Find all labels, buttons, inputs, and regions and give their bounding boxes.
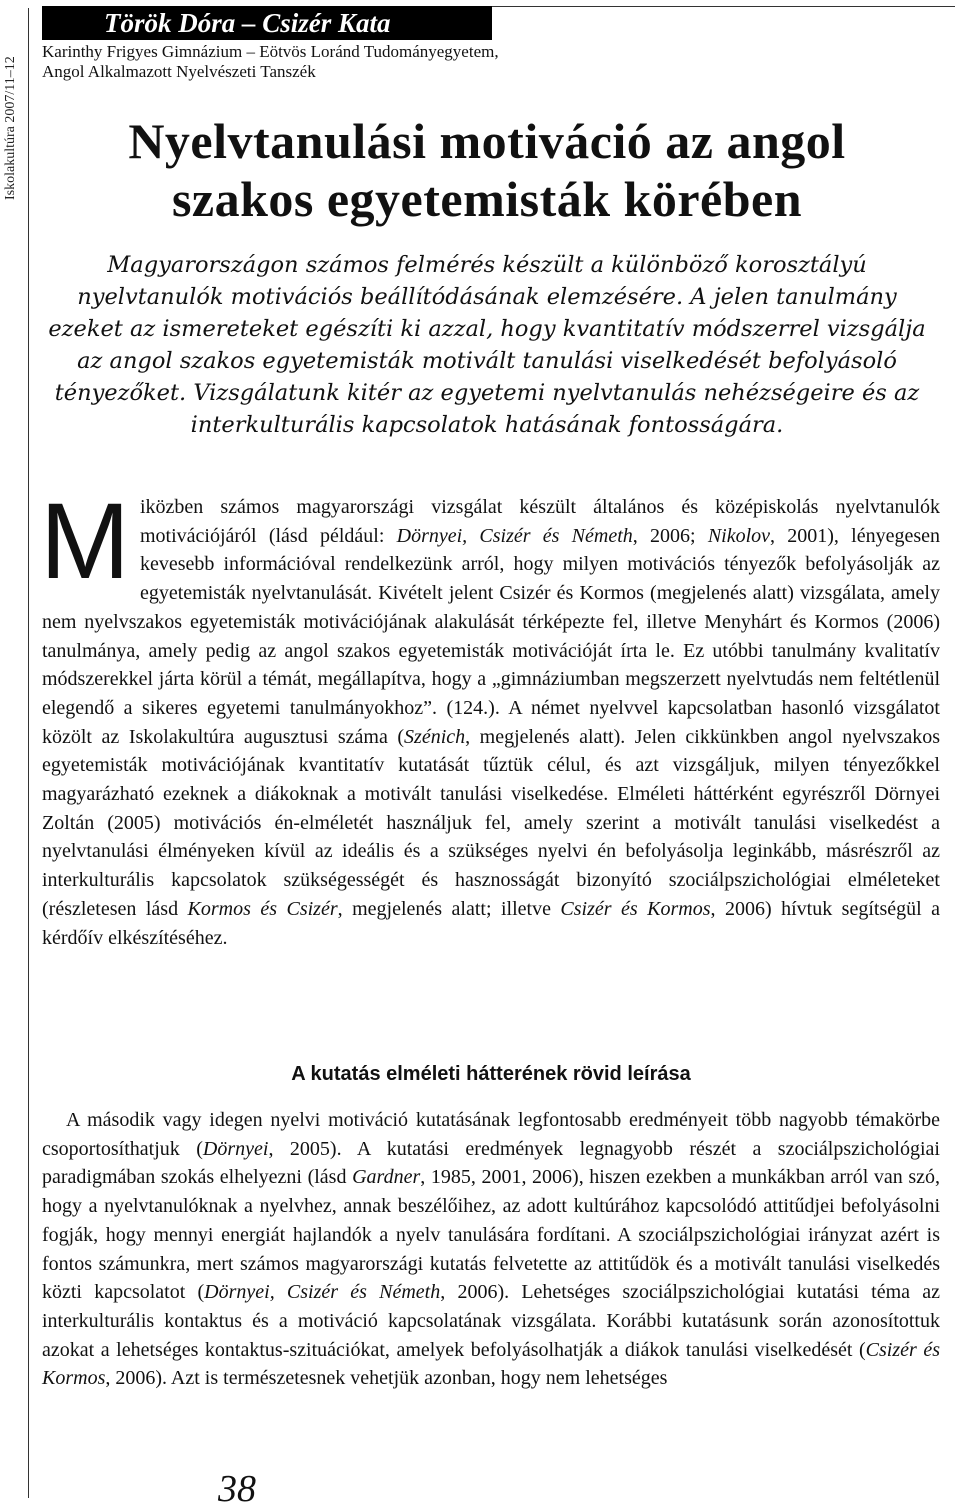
citation: Nikolov (707, 524, 771, 547)
citation: Dörnyei, Csizér és Németh (204, 1281, 441, 1304)
intro-text-2: , 2006; (632, 524, 708, 547)
body-text-5: , 2006). Azt is természetesnek vehetjük azonban, hogy nem lehetséges (105, 1367, 668, 1390)
citation: Dörnyei (202, 1137, 269, 1160)
running-head-text: Iskolakultúra 2007/11–12 (3, 56, 18, 200)
intro-text-1: iközben számos magyarországi vizsgálat készült általános és középiskolás nyelvtanulók motivációjáról (lásd például: (139, 496, 940, 547)
drop-cap: M (40, 480, 130, 601)
title-line-2: szakos egyetemisták körében (171, 171, 803, 227)
title-line-1: Nyelvtanulási motiváció az angol (128, 113, 846, 169)
body-text-4: , 2006). Lehetséges szociálpszichológiai kutatási téma az interkulturális kontaktus és a motiváció kapcsolatának vizsgálata. Korábbi kutatásunk során azonosítottuk azokat a lehetséges kontaktus-szituációkat, amelyek befolyásolhatják a diákok tanulási viselkedését ( (42, 1281, 941, 1361)
citation: Csizér és Kormos (560, 897, 711, 920)
intro-text-5: , megjelenés alatt; illetve (337, 897, 561, 920)
article-title (42, 112, 932, 228)
intro-paragraph (40, 480, 941, 952)
body-text-2: , 2005). A kutatási eredmények legnagyobb részét a szociálpszichológiai paradigmában szokás elhelyezni (lásd (42, 1137, 940, 1189)
margin-rule (28, 8, 29, 1498)
affiliation: Karinthy Frigyes Gimnázium – Eötvös Loránd Tudományegyetem, Angol Alkalmazott Nyelvészeti Tanszék (42, 42, 499, 81)
running-head (3, 10, 23, 200)
abstract: Magyarországon számos felmérés készült a különböző korosztályú nyelvtanulók motivációs beállítódásának elemzésére. A jelen tanulmány ezeket az ismereteket egészíti ki azzal, hogy kvantitatív módszerrel vizsgálja az angol szakos egyetemisták motivált tanulási viselkedését befolyásoló tényezőket. Vizsgálatunk kitér az egyetemi nyelvtanulás nehézségeire és az interkulturális kapcsolatok hatásának fontosságára. (48, 252, 926, 438)
intro-text-4: , megjelenés alatt). Jelen cikkünkben angol nyelvszakos egyetemisták motivációjának kvantitatív kutatását tűztük célul, és azt vizsgáljuk, milyen tényezőkkel magyarázható ezeknek a diákoknak a motivált tanulási viselkedése. Elméleti háttérként egyrészről Dörnyei Zoltán (2005) motivációs én-elméletét használjuk fel, amely szerint a motivált tanulási viselkedést a nyelvtanulási élményeken kívül az ideális és a szükséges nyelvi én befolyásolja leginkább, másrészről az interkulturális kapcsolatok szükségességét és hasznosságát bizonyító szociálpszichológiai elméleteket (részletesen lásd (42, 725, 940, 920)
page-number: 38 (218, 1468, 256, 1510)
citation: Dörnyei, Csizér és Németh (396, 524, 633, 547)
body-text-1: A második vagy idegen nyelvi motiváció kutatásának legfontosabb eredményeit több nagyobb témakörbe csoportosíthatjuk ( (42, 1109, 940, 1160)
citation: Szénich (404, 725, 466, 748)
authors: Török Dóra – Csizér Kata (42, 6, 492, 40)
body-paragraph (42, 1106, 940, 1393)
intro-text-3: , 2001), lényegesen kevesebb információval rendelkezünk arról, hogy milyen motivációs tényezők befolyásolják az egyetemisták nyelvtanulását. Kivételt jelent Csizér és Kormos (megjelenés alatt) vizsgálata, amely nem nyelvszakos egyetemisták motivációjának alakulását térképezte fel, illetve Menyhárt és Kormos (2006) tanulmánya, amely pedig az angol szakos egyetemisták motivációját írta le. Ez utóbbi tanulmány kvalitatív módszerekkel járta körül a témát, megállapítva, hogy a „gimnáziumban megszerzett nyelvtudás nem feltétlenül elegendő a sikeres egyetemi tanulmányokhoz”. (124.). A német nyelvvel kapcsolatban hasonló vizsgálatot közölt az Iskolakultúra augusztusi száma ( (42, 524, 941, 748)
citation: Kormos és Csizér (187, 897, 338, 920)
body-text-3: , 1985, 2001, 2006), hiszen ezekben a munkákban arról van szó, hogy a nyelvtanulóknak a nyelvhez, annak beszélőihez, az adott kultúrához kapcsolódó attitűdjei befolyásolni fogják, hogy mennyi energiát hajlandók a nyelv tanulására fordítani. A szociálpszichológiai irányzat azért is fontos számunkra, mert számos magyarországi kutatás felvetette az attitűdök és a motivált tanulási viselkedés közti kapcsolatot ( (42, 1166, 941, 1304)
citation: Gardner (352, 1166, 421, 1189)
intro-text-6: , 2006) hívtuk segítségül a kérdőív elkészítéséhez. (42, 897, 941, 949)
header-rule (490, 6, 955, 7)
section-heading: A kutatás elméleti hátterének rövid leírása (291, 1063, 691, 1085)
citation: Csizér és Kormos (42, 1338, 940, 1390)
